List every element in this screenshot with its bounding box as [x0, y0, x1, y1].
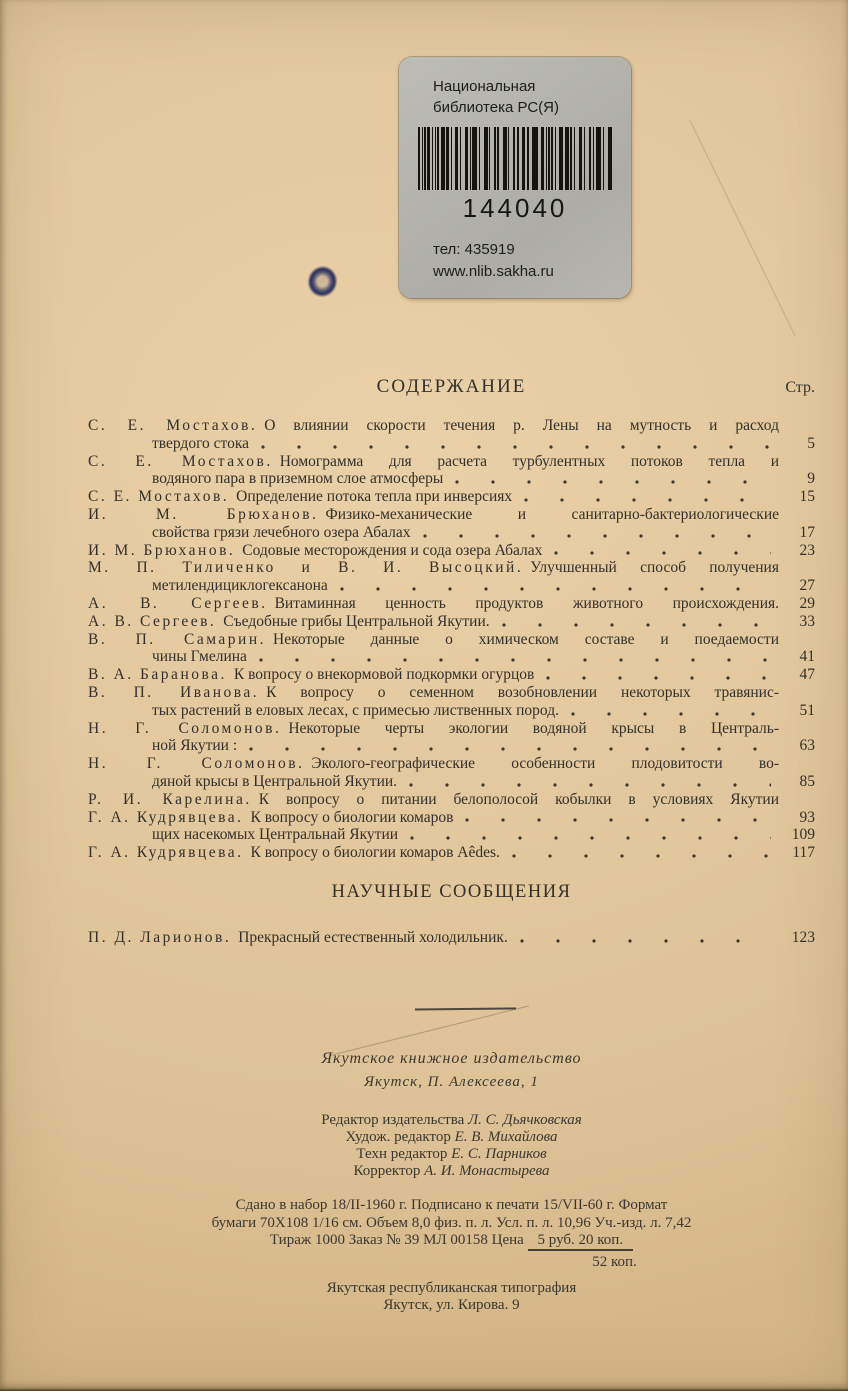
dot-leader — [524, 494, 771, 503]
entry-author: Н. Г. Соломонов. — [88, 755, 305, 773]
editor-line: Техн редактор Е. С. Парников — [356, 1146, 547, 1162]
toc-entry-list — [88, 417, 815, 862]
entry-page-number: 117 — [792, 844, 815, 862]
entry-page-number: 23 — [799, 541, 815, 559]
entry-page-number: 47 — [799, 666, 815, 684]
toc-entry — [88, 488, 815, 506]
entry-title: Улучшенный способ получения — [530, 559, 779, 577]
editors-block — [88, 1112, 815, 1180]
imprint-block — [88, 1197, 815, 1271]
dot-leader — [465, 814, 771, 823]
toc-entry — [88, 613, 815, 631]
toc-entry — [88, 720, 815, 738]
dot-leader — [259, 654, 771, 663]
price-old: 5 руб. 20 коп. — [528, 1232, 634, 1251]
entry-title: тых растений в еловых лесах, с примесью лиственных пород. — [152, 701, 559, 719]
entry-author: В. П. Самарин. — [88, 630, 267, 648]
colophon — [88, 1050, 815, 1314]
science-reports-heading: НАУЧНЫЕ СООБЩЕНИЯ — [331, 881, 572, 902]
toc-entry — [88, 666, 815, 684]
entry-author: П. Д. Ларионов. — [88, 928, 232, 946]
toc-entry — [88, 417, 815, 435]
dot-leader — [502, 619, 771, 628]
printer-name: Якутская республиканская типография — [326, 1280, 577, 1296]
entry-author: Г. А. Кудрявцева. — [88, 844, 244, 862]
entry-page-number: 15 — [799, 488, 815, 506]
publisher-address: Якутск, П. Алексеева, 1 — [364, 1074, 539, 1090]
entry-title: Витаминная ценность продуктов животного происхождения. — [274, 594, 779, 612]
toc-entry — [88, 559, 815, 577]
imprint-line2: бумаги 70Х108 1/16 см. Объем 8,0 физ. п. л. Усл. п. л. 10,96 Уч.-изд. л. 7,42 — [211, 1214, 692, 1231]
editor-line: Редактор издательства Л. С. Дьячковская — [321, 1112, 582, 1128]
entry-title: щих насекомых Центральнай Якутии — [152, 826, 399, 844]
printer-block — [88, 1280, 815, 1314]
page-column-header: Стр. — [785, 379, 815, 396]
library-label — [399, 57, 631, 298]
editor-line: Худож. редактор Е. В. Михайлова — [345, 1129, 558, 1145]
entry-title: К вопросу о биологии комаров Aêdes. — [250, 844, 500, 862]
toc-entry — [88, 470, 815, 488]
imprint-line3 — [88, 1232, 815, 1250]
toc-entry — [88, 809, 815, 827]
entry-author: И. М. Брюханов. — [88, 541, 236, 559]
entry-title: твердого стока — [152, 434, 250, 452]
entry-title: водяного пара в приземном слое атмосферы — [152, 470, 444, 488]
toc-entry — [88, 773, 815, 791]
dot-leader — [249, 743, 771, 752]
library-website: www.nlib.sakha.ru — [433, 263, 554, 280]
library-name-line2: библиотека РС(Я) — [433, 99, 559, 116]
entry-page-number: 27 — [799, 577, 815, 595]
toc-entry — [88, 737, 815, 755]
entry-author: С. Е. Мостахов. — [88, 417, 258, 434]
entry-page-number: 41 — [799, 648, 815, 666]
toc-entry — [88, 435, 815, 453]
entry-page-number: 51 — [799, 701, 815, 719]
entry-page-number: 29 — [799, 594, 815, 612]
entry-title: Содовые месторождения и сода озера Абалах — [242, 541, 543, 559]
imprint-line1: Сдано в набор 18/II-1960 г. Подписано к печати 15/VII-60 г. Формат — [235, 1197, 668, 1213]
entry-author: С. Е. Мостахов. — [88, 452, 273, 470]
entry-title: Некоторые данные о химическом составе и поедаемости — [273, 630, 779, 648]
entry-author: В. А. Баранова. — [88, 666, 227, 684]
table-of-contents — [88, 378, 815, 947]
entry-page-number: 85 — [799, 772, 815, 790]
barcode-number: 144040 — [462, 193, 568, 223]
entry-title: К вопросу о питании белополосой кобылки в условиях Якутии — [258, 790, 779, 808]
entry-title: чины Гмелина — [152, 648, 247, 666]
imprint-line3-prefix: Тираж 1000 Заказ № 39 МЛ 00158 Цена — [269, 1232, 524, 1248]
entry-page-number: 109 — [791, 826, 815, 844]
entry-title: Эколого-географические особенности плодовитости во- — [311, 755, 779, 773]
toc-entry — [88, 755, 815, 773]
toc-entry — [88, 648, 815, 666]
entry-title: дяной крысы в Центральной Якутии. — [152, 772, 398, 790]
toc-entry — [88, 844, 815, 862]
divider-line — [415, 1007, 516, 1010]
dot-leader — [512, 850, 771, 859]
entry-author: С. Е. Мостахов. — [88, 488, 230, 506]
toc-entry — [88, 826, 815, 844]
dot-leader — [455, 476, 771, 485]
library-phone: тел: 435919 — [433, 241, 515, 258]
toc-entry — [88, 453, 815, 471]
library-name-line1: Национальная — [433, 78, 536, 95]
price-new: 52 коп. — [592, 1253, 637, 1270]
dot-leader — [520, 935, 771, 944]
entry-author: Р. И. Карелина. — [88, 790, 252, 808]
entry-page-number: 9 — [807, 470, 815, 488]
toc-entry — [88, 506, 815, 524]
toc-entry — [88, 524, 815, 542]
paper-scratch — [330, 1005, 529, 1056]
printer-address: Якутск, ул. Кирова. 9 — [383, 1297, 520, 1313]
entry-author: Н. Г. Соломонов. — [88, 719, 282, 737]
barcode — [418, 127, 612, 190]
toc-entry — [88, 791, 815, 809]
entry-title: К вопросу о внекормовой подкормки огурцов — [233, 666, 535, 684]
toc-entry — [88, 684, 815, 702]
entry-title: О влиянии скорости течения р. Лены на мутность и расход — [264, 417, 779, 434]
contents-heading: СОДЕРЖАНИЕ — [376, 376, 527, 397]
entry-title: Некоторые черты экологии водяной крысы в Централь- — [288, 719, 780, 737]
editor-line: Корректор А. И. Монастырева — [353, 1163, 550, 1179]
dot-leader — [554, 547, 771, 556]
dot-leader — [409, 779, 771, 788]
dot-leader — [546, 672, 771, 681]
entry-author: А. В. Сергеев. — [88, 594, 268, 612]
dot-leader — [423, 530, 771, 539]
entry-page-number: 5 — [807, 434, 815, 452]
toc-entry — [88, 702, 815, 720]
toc-entry — [88, 929, 815, 947]
entry-title: метилендициклогексанона — [152, 577, 328, 595]
entry-title: Определение потока тепла при инверсиях — [236, 488, 513, 506]
paper-scratch — [690, 120, 796, 336]
toc-entry — [88, 577, 815, 595]
publisher-name: Якутское книжное издательство — [321, 1050, 582, 1067]
entry-title: ной Якутии : — [152, 737, 238, 755]
dot-leader — [261, 441, 771, 450]
toc-entry — [88, 631, 815, 649]
entry-title: Съедобные грибы Центральной Якутии. — [223, 612, 490, 630]
entry-page-number: 123 — [791, 928, 815, 946]
entry-author: И. М. Брюханов. — [88, 505, 319, 523]
entry-title: К вопросу о биологии комаров — [250, 808, 454, 826]
entry-title: Номограмма для расчета турбулентных потоков тепла и — [279, 452, 779, 470]
entry-page-number: 63 — [799, 737, 815, 755]
entry-author: М. П. Тиличенко и В. И. Высоцкий. — [88, 559, 524, 577]
dot-leader — [571, 708, 771, 717]
entry-author: В. П. Иванова. — [88, 683, 260, 701]
dot-leader — [410, 832, 771, 841]
ink-stamp-blot — [301, 259, 344, 303]
entry-author: А. В. Сергеев. — [88, 612, 217, 630]
science-reports-entry-list — [88, 929, 815, 947]
entry-title: свойства грязи лечебного озера Абалах — [152, 523, 411, 541]
entry-author: Г. А. Кудрявцева. — [88, 808, 244, 826]
toc-entry — [88, 595, 815, 613]
entry-title: Прекрасный естественный холодильник. — [238, 928, 508, 946]
entry-page-number: 93 — [799, 808, 815, 826]
entry-page-number: 17 — [799, 523, 815, 541]
entry-title: Физико-механические и санитарно-бактериологические — [325, 505, 779, 523]
entry-page-number: 33 — [799, 612, 815, 630]
toc-entry — [88, 542, 815, 560]
entry-title: К вопросу о семенном возобновлении некоторых травянис- — [266, 683, 779, 701]
dot-leader — [340, 583, 771, 592]
